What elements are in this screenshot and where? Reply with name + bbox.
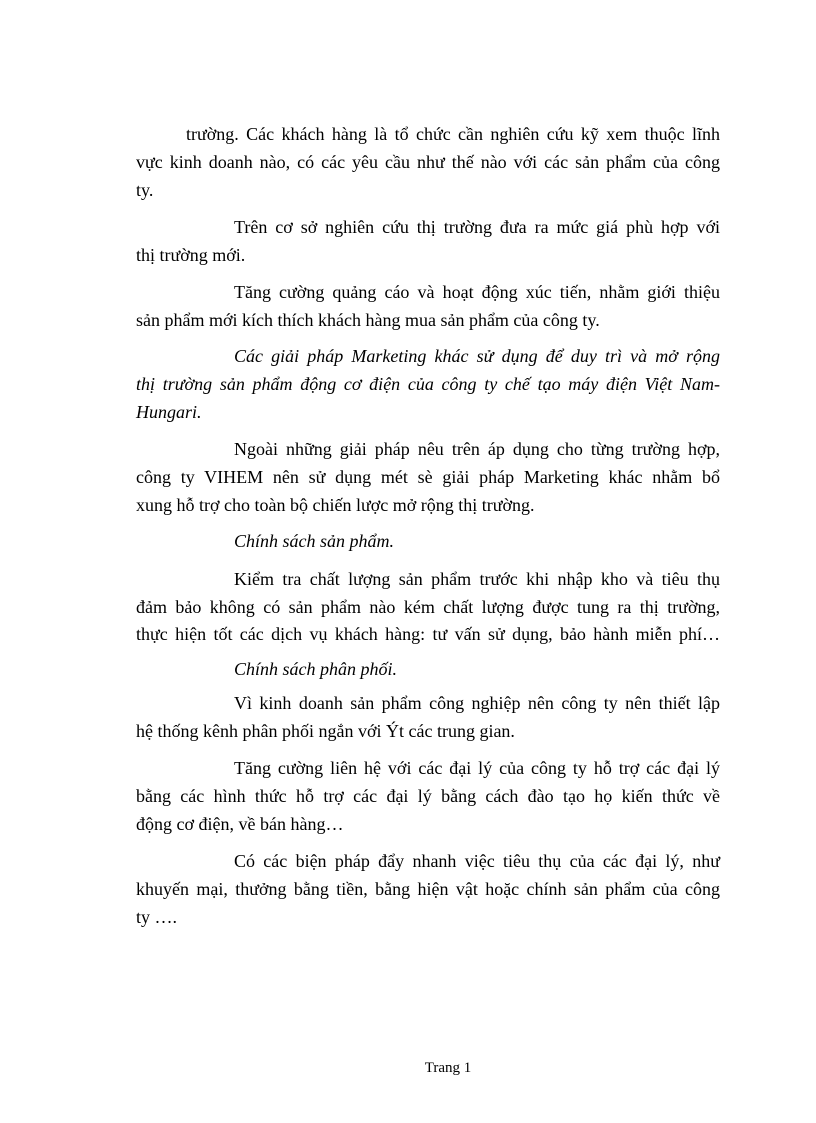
page-number: Trang 1 bbox=[424, 1060, 472, 1076]
text-line: Tăng cường quảng cáo và hoạt động xúc tiến, nhằm giới thiệu bbox=[234, 282, 720, 302]
text-line: thực hiện tốt các dịch vụ khách hàng: tư vấn sử dụng, bảo hành miễn phí… bbox=[136, 624, 720, 644]
text-line: Ngoài những giải pháp nêu trên áp dụng cho từng trường hợp, bbox=[234, 439, 720, 459]
text-line: xung hỗ trợ cho toàn bộ chiến lược mở rộng thị trường. bbox=[136, 495, 535, 515]
text-line: Tăng cường liên hệ với các đại lý của công ty hỗ trợ các đại lý bbox=[234, 758, 720, 778]
section-heading: Chính sách sản phẩm. bbox=[234, 531, 395, 551]
text-line: Trên cơ sở nghiên cứu thị trường đưa ra mức giá phù hợp với bbox=[234, 217, 720, 237]
text-line: Có các biện pháp đẩy nhanh việc tiêu thụ của các đại lý, như bbox=[234, 851, 720, 871]
text-line: đảm bảo không có sản phẩm nào kém chất lượng được tung ra thị trường, bbox=[136, 597, 720, 617]
text-line: vực kinh doanh nào, có các yêu cầu như thế nào với các sản phẩm của công bbox=[136, 152, 720, 172]
text-line: thị trường mới. bbox=[136, 245, 246, 265]
section-heading: Các giải pháp Marketing khác sử dụng để duy trì và mở rộng bbox=[234, 346, 720, 366]
text-line: bằng các hình thức hỗ trợ các đại lý bằng cách đào tạo họ kiến thức về bbox=[136, 786, 720, 806]
text-line: khuyến mại, thưởng bằng tiền, bằng hiện vật hoặc chính sản phẩm của công bbox=[136, 879, 720, 899]
text-line: Vì kinh doanh sản phẩm công nghiệp nên công ty nên thiết lập bbox=[234, 693, 720, 713]
text-line: Kiểm tra chất lượng sản phẩm trước khi nhập kho và tiêu thụ bbox=[234, 569, 720, 589]
text-line: hệ thống kênh phân phối ngắn với Ýt các trung gian. bbox=[136, 721, 515, 741]
text-line: ty …. bbox=[136, 907, 178, 927]
section-heading: thị trường sản phẩm động cơ điện của công ty chế tạo máy điện Việt Nam- bbox=[136, 374, 720, 394]
text-line: sản phẩm mới kích thích khách hàng mua sản phẩm của công ty. bbox=[136, 310, 600, 330]
text-line: trường. Các khách hàng là tổ chức cần nghiên cứu kỹ xem thuộc lĩnh bbox=[186, 124, 720, 144]
section-heading: Chính sách phân phối. bbox=[234, 659, 398, 679]
text-line: ty. bbox=[136, 180, 154, 200]
section-heading: Hungari. bbox=[136, 402, 202, 422]
text-line: động cơ điện, về bán hàng… bbox=[136, 814, 344, 834]
text-line: công ty VIHEM nên sử dụng mét sè giải pháp Marketing khác nhằm bổ bbox=[136, 467, 720, 487]
